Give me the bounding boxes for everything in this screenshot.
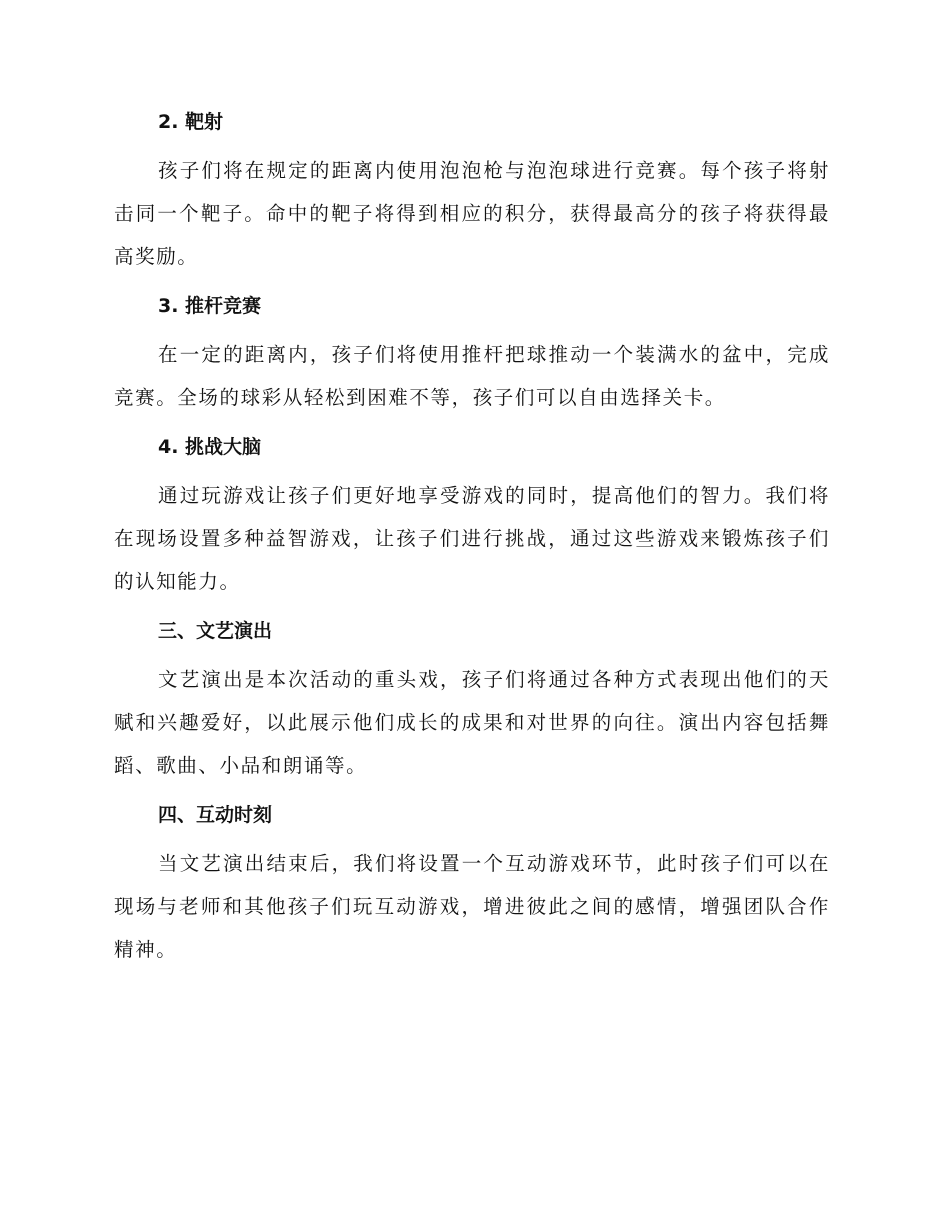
section-paragraph: 在一定的距离内，孩子们将使用推杆把球推动一个装满水的盆中，完成竞赛。全场的球彩从轻松到困难不等，孩子们可以自由选择关卡。	[114, 343, 830, 409]
section-heading: 3. 推杆竞赛	[158, 295, 262, 317]
section-heading: 2. 靶射	[158, 111, 224, 133]
section-paragraph: 当文艺演出结束后，我们将设置一个互动游戏环节，此时孩子们可以在现场与老师和其他孩子们玩互动游戏，增进彼此之间的感情，增强团队合作精神。	[114, 852, 830, 961]
section-heading: 四、互动时刻	[158, 804, 273, 826]
section-paragraph: 孩子们将在规定的距离内使用泡泡枪与泡泡球进行竞赛。每个孩子将射击同一个靶子。命中的靶子将得到相应的积分，获得最高分的孩子将获得最高奖励。	[114, 159, 830, 268]
document-page	[114, 108, 830, 985]
section-performance	[114, 617, 830, 787]
section-paragraph: 通过玩游戏让孩子们更好地享受游戏的同时，提高他们的智力。我们将在现场设置多种益智游戏，让孩子们进行挑战，通过这些游戏来锻炼孩子们的认知能力。	[114, 484, 830, 593]
section-putting-contest	[114, 292, 830, 419]
section-interaction	[114, 801, 830, 971]
section-heading: 三、文艺演出	[158, 620, 273, 642]
section-brain-challenge	[114, 433, 830, 603]
section-heading: 4. 挑战大脑	[158, 436, 262, 458]
section-paragraph: 文艺演出是本次活动的重头戏，孩子们将通过各种方式表现出他们的天赋和兴趣爱好，以此展示他们成长的成果和对世界的向往。演出内容包括舞蹈、歌曲、小品和朗诵等。	[114, 668, 830, 777]
section-target-shooting	[114, 108, 830, 278]
